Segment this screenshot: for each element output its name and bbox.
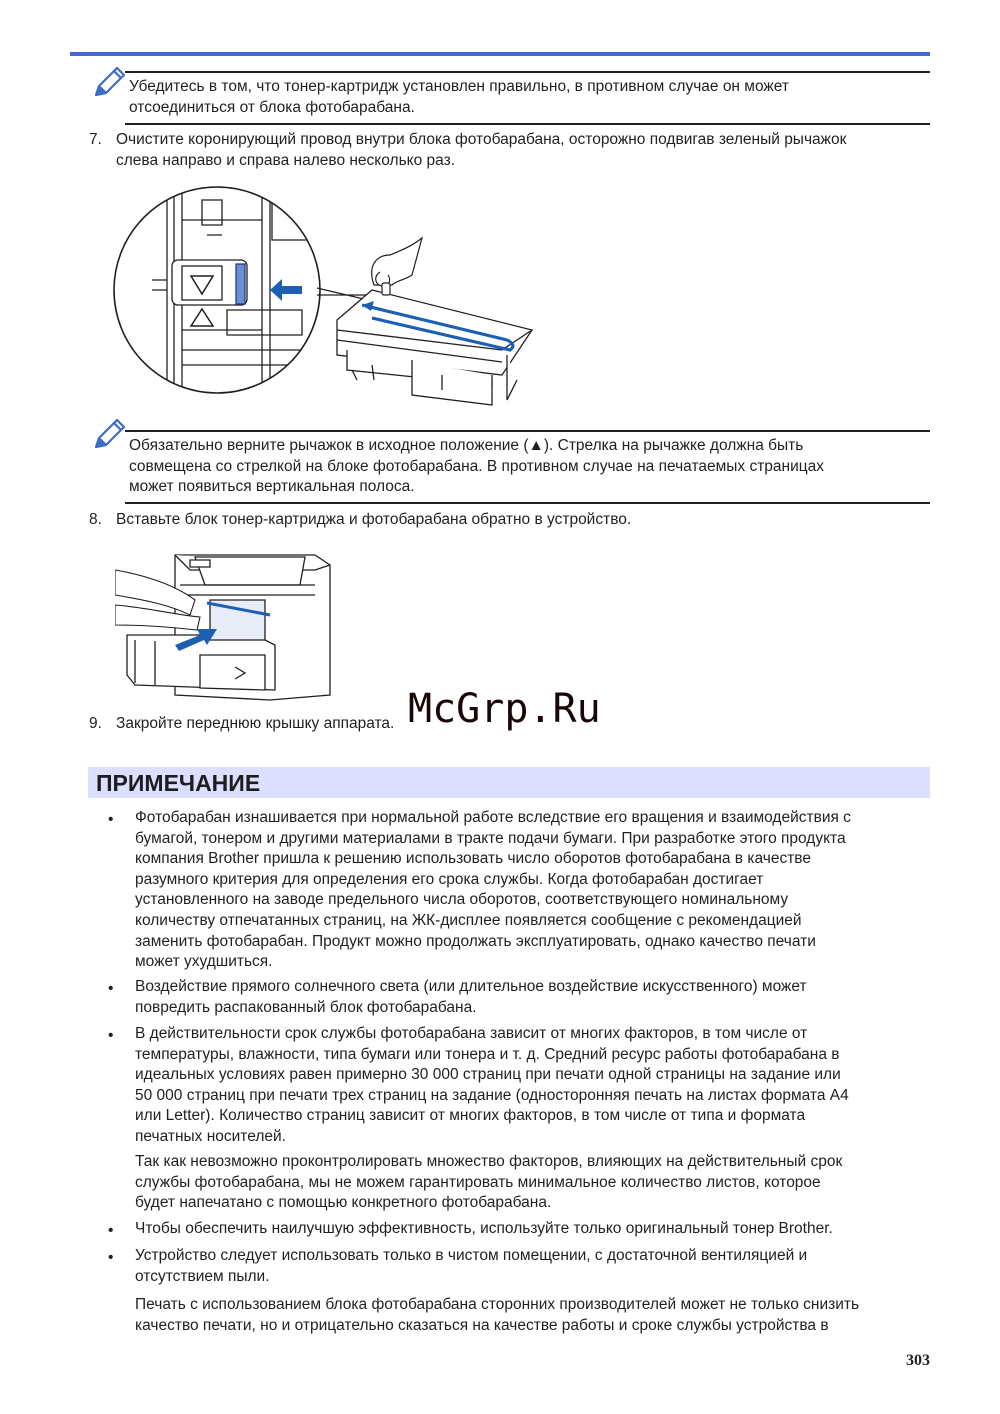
section-title: ПРИМЕЧАНИЕ: [96, 770, 261, 796]
bullet-line: службы фотобарабана, мы не можем гарантировать минимальное количество листов, которое: [135, 1173, 821, 1191]
header-rule: [70, 52, 930, 56]
bullet-marker: •: [108, 980, 114, 997]
bullet-item: [135, 1024, 925, 1148]
bullet-line: будет напечатано с помощью конкретного фотобарабана.: [135, 1194, 552, 1212]
bullet-line: разумного критерия для определения его срока службы. Когда фотобарабан достигает: [135, 870, 764, 888]
step-number: 7.: [89, 131, 102, 148]
bullet-marker: •: [108, 1222, 114, 1239]
bullet-line: Воздействие прямого солнечного света (или длительное воздействие искусственного) может: [135, 978, 807, 995]
page-number: 303: [906, 1352, 930, 1369]
bullet-line: Печать с использованием блока фотобарабана сторонних производителей может не только снизить: [135, 1296, 860, 1313]
bullet-line: печатных носителей.: [135, 1127, 286, 1145]
note-line: может появиться вертикальная полоса.: [129, 478, 415, 496]
step-number: 9.: [89, 715, 102, 732]
note-text: [129, 77, 919, 118]
pencil-note-icon: [88, 64, 128, 104]
bullet-line: установленного на заводе предельного числа оборотов, соответствующего номинальному: [135, 891, 789, 909]
bullet-paragraph: [135, 1295, 925, 1336]
bullet-line: отсутствием пыли.: [135, 1267, 270, 1285]
printer-insert-illustration: [115, 545, 335, 705]
note-bottom-rule: [125, 502, 930, 504]
bullet-line: количеству отпечатанных страниц, на ЖК-дисплее появляется сообщение с рекомендацией: [135, 911, 802, 929]
bullet-line: заменить фотобарабан. Продукт можно продолжать эксплуатировать, однако качество печати: [135, 932, 816, 950]
note-line: Обязательно верните рычажок в исходное положение (▲). Стрелка на рычажке должна быть: [129, 437, 804, 454]
bullet-marker: •: [108, 811, 114, 828]
note-line: Убедитесь в том, что тонер-картридж установлен правильно, в противном случае он может: [129, 78, 789, 95]
bullet-line: Чтобы обеспечить наилучшую эффективность, используйте только оригинальный тонер Brother.: [135, 1220, 833, 1237]
step-text: [116, 130, 916, 171]
bullet-line: температуры, влажности, типа бумаги или тонера и т. д. Средний ресурс работы фотобарабана в: [135, 1045, 840, 1063]
step-line: слева направо и справа налево несколько раз.: [116, 151, 456, 169]
bullet-marker: •: [108, 1027, 114, 1044]
bullet-line: компания Brother пришла к решению использовать число оборотов фотобарабана в качестве: [135, 850, 811, 868]
bullet-item: [135, 977, 925, 1018]
bullet-item: [135, 1246, 925, 1287]
bullet-line: идеальных условиях равен примерно 30 000 страниц при печати одной страницы на задание или: [135, 1066, 841, 1084]
bullet-line: бумагой, тонером и другими материалами в тракте подачи бумаги. При разработке этого продукта: [135, 829, 846, 847]
corona-wire-cleaning-illustration: [112, 180, 542, 415]
bullet-item: [135, 1219, 925, 1240]
note-bottom-rule: [125, 123, 930, 125]
bullet-line: В действительности срок службы фотобарабана зависит от многих факторов, в том числе от: [135, 1025, 808, 1042]
note-top-rule: [125, 430, 930, 432]
step-text: Вставьте блок тонер-картриджа и фотобарабана обратно в устройство.: [116, 511, 632, 528]
bullet-line: Фотобарабан изнашивается при нормальной работе вследствие его вращения и взаимодействия с: [135, 809, 851, 826]
step-text: Закройте переднюю крышку аппарата.: [116, 715, 395, 732]
bullet-line: 50 000 страниц при печати трех страниц на задание (односторонняя печать на листах формата A4: [135, 1086, 849, 1104]
step-number: 8.: [89, 511, 102, 528]
step-line: Очистите коронирующий провод внутри блока фотобарабана, осторожно подвигав зеленый рычажок: [116, 131, 847, 148]
bullet-line: или Letter). Количество страниц зависит от многих факторов, в том числе от типа и формата: [135, 1107, 806, 1125]
note-line: отсоединиться от блока фотобарабана.: [129, 98, 415, 116]
bullet-line: повредить распакованный блок фотобарабана.: [135, 998, 477, 1016]
bullet-line: Устройство следует использовать только в чистом помещении, с достаточной вентиляцией и: [135, 1247, 808, 1264]
bullet-line: может ухудшиться.: [135, 953, 273, 971]
note-top-rule: [125, 71, 930, 73]
section-heading: [88, 767, 930, 798]
watermark: McGrp.Ru: [408, 686, 601, 732]
note-text: [129, 436, 919, 498]
pencil-note-icon: [88, 416, 128, 456]
bullet-line: качество печати, но и отрицательно сказаться на качестве работы и сроке службы устройства в: [135, 1316, 829, 1334]
bullet-paragraph: [135, 1152, 925, 1214]
note-line: совмещена со стрелкой на блоке фотобарабана. В противном случае на печатаемых страницах: [129, 457, 825, 475]
bullet-line: Так как невозможно проконтролировать множество факторов, влияющих на действительный срок: [135, 1153, 843, 1170]
bullet-marker: •: [108, 1249, 114, 1266]
bullet-item: [135, 808, 925, 973]
